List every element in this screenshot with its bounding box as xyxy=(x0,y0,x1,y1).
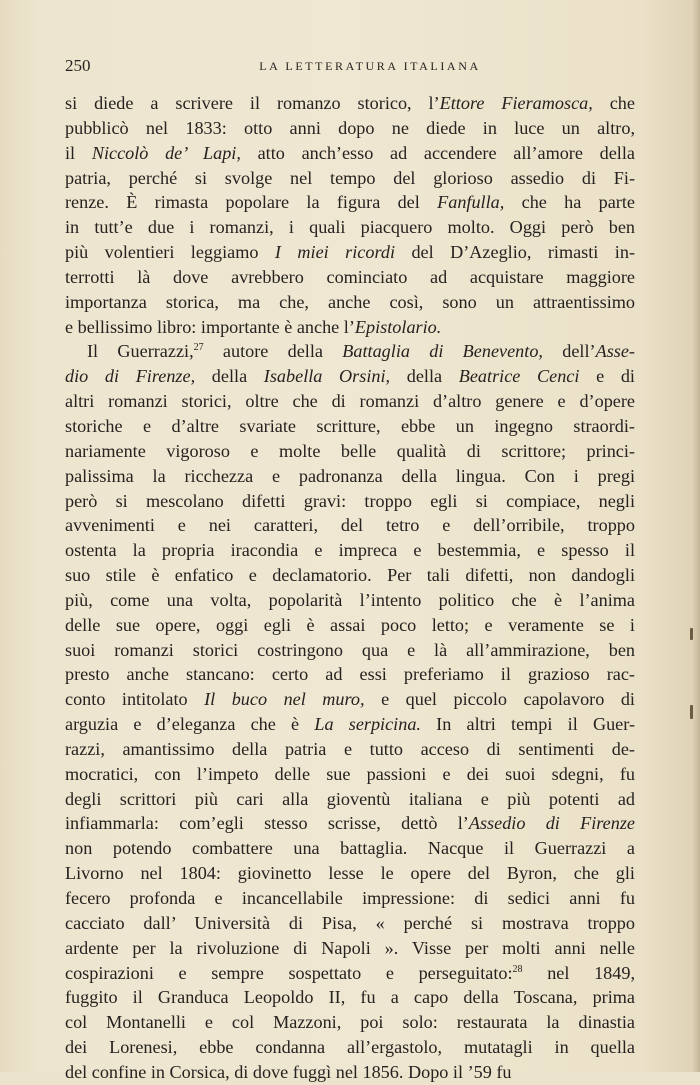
text-line xyxy=(65,1060,635,1085)
italic-title: Niccolò de’ Lapi, xyxy=(91,142,241,163)
text-run: cacciato dall’ Università di Pisa, « perché si mostrava troppo xyxy=(65,912,635,933)
italic-title: Isabella Orsini, xyxy=(263,366,391,387)
page-edge-shadow xyxy=(692,0,700,1072)
text-run: della xyxy=(390,366,459,387)
text-run: dei Lorenesi, ebbe condanna all’ergastolo, mutatagli in quella xyxy=(65,1037,635,1058)
page-header xyxy=(65,56,635,80)
footnote-ref: 27 xyxy=(193,342,204,354)
text-run: fecero profonda e incancellabile impressione: di sedici anni fu xyxy=(65,888,635,908)
text-line xyxy=(65,762,635,787)
text-run: storiche e d’altre svariate scritture, ebbe un ingegno straordi- xyxy=(65,415,635,436)
text-run: e quel piccolo capolavoro di xyxy=(364,689,635,710)
text-run: arguzia e d’eleganza che è xyxy=(65,714,315,735)
text-line xyxy=(65,141,635,166)
text-run: nel 1849, xyxy=(522,962,635,983)
text-run: importanza storica, ma che, anche così, sono un attraentissimo xyxy=(65,291,635,312)
text-line xyxy=(65,936,635,961)
text-run: però si mescolano difetti gravi: troppo egli si compiace, negli xyxy=(65,490,635,511)
text-line xyxy=(65,439,635,464)
text-line xyxy=(65,414,635,439)
text-run: e bellissimo libro: importante è anche l’ xyxy=(65,316,355,337)
text-run: il xyxy=(65,142,92,163)
text-line xyxy=(65,190,635,215)
text-line xyxy=(65,638,635,663)
text-line xyxy=(65,166,635,191)
text-line xyxy=(65,787,635,812)
text-line xyxy=(65,861,635,886)
text-run: che ha parte xyxy=(504,192,635,213)
text-run: del D’Azeglio, rimasti in- xyxy=(395,242,635,263)
text-run: autore della xyxy=(203,341,343,362)
text-line xyxy=(65,265,635,290)
text-run: in tutt’e due i romanzi, i quali piacquero molto. Oggi però ben xyxy=(65,217,635,238)
italic-title: Il buco nel muro, xyxy=(204,689,365,710)
text-run: ardente per la rivoluzione di Napoli ». Visse per molti anni nelle xyxy=(65,937,635,958)
text-line xyxy=(65,91,635,116)
text-run: che xyxy=(592,93,635,113)
text-run: conto intitolato xyxy=(65,689,205,710)
text-line xyxy=(65,985,635,1010)
text-run: e di xyxy=(579,366,635,387)
text-line xyxy=(65,662,635,687)
text-line xyxy=(65,1035,635,1060)
text-run: infiammarla: com’egli stesso scrisse, dettò l’ xyxy=(65,813,469,834)
text-run: In altri tempi il Guer- xyxy=(420,714,635,735)
text-line xyxy=(65,1010,635,1035)
text-run: degli scrittori più cari alla gioventù italiana e più potenti ad xyxy=(65,788,635,809)
text-line xyxy=(65,489,635,514)
text-line xyxy=(65,240,635,265)
text-run: si diede a scrivere il romanzo storico, l’ xyxy=(65,93,440,113)
text-line xyxy=(65,339,635,364)
italic-title: I miei ricordi xyxy=(274,242,396,263)
text-run: pubblicò nel 1833: otto anni dopo ne diede in luce un altro, xyxy=(65,117,635,138)
text-run: Il Guerrazzi, xyxy=(87,341,194,362)
text-line xyxy=(65,315,635,340)
running-title: LA LETTERATURA ITALIANA xyxy=(259,59,481,73)
italic-title: Fanfulla, xyxy=(437,192,505,213)
text-line xyxy=(65,364,635,389)
text-run: mocratici, con l’impeto delle sue passioni e dei suoi sdegni, fu xyxy=(65,763,635,784)
text-run: più, come una volta, popolarità l’intento politico che è l’anima xyxy=(65,589,635,610)
page-number: 250 xyxy=(65,56,91,75)
text-run: atto anch’esso ad accendere all’amore della xyxy=(240,142,635,163)
text-run: della xyxy=(195,366,264,387)
text-run: altri romanzi storici, oltre che di romanzi d’altro genere e d’opere xyxy=(65,391,635,412)
text-line xyxy=(65,836,635,861)
text-run: col Montanelli e col Mazzoni, poi solo: restaurata la dinastia xyxy=(65,1012,635,1033)
text-run: del confine in Corsica, di dove fuggì nel 1856. Dopo il ’59 fu xyxy=(65,1061,512,1082)
footnote-ref: 28 xyxy=(512,963,523,975)
text-line xyxy=(65,737,635,762)
italic-title: Asse- xyxy=(595,341,635,362)
text-line xyxy=(65,712,635,737)
text-run: cospirazioni e sempre sospettato e perseguitato: xyxy=(65,962,513,983)
text-run: suoi romanzi storici costringono qua e là all’ammirazione, ben xyxy=(65,639,635,660)
italic-title: La serpicina. xyxy=(314,714,421,735)
text-line xyxy=(65,563,635,588)
text-run: ostenta la propria iracondia e impreca e bestemmia, e spesso il xyxy=(65,540,635,561)
text-run: nariamente vigoroso e molte belle qualità di scrittore; princi- xyxy=(65,440,635,461)
text-run: terrotti là dove avrebbero cominciato ad acquistare maggiore xyxy=(65,266,635,287)
italic-title: Beatrice Cenci xyxy=(458,366,580,387)
text-line xyxy=(65,215,635,240)
text-run: patria, perché si svolge nel tempo del glorioso assedio di Fi- xyxy=(65,167,635,188)
text-line xyxy=(65,464,635,489)
text-line xyxy=(65,886,635,911)
text-run: fuggito il Granduca Leopoldo II, fu a capo della Toscana, prima xyxy=(65,987,635,1008)
italic-title: Ettore Fieramosca, xyxy=(439,93,593,113)
text-run: avvenimenti e nei caratteri, del tetro e dell’orribile, troppo xyxy=(65,515,635,536)
text-run: non potendo combattere una battaglia. Nacque il Guerrazzi a xyxy=(65,838,635,859)
text-run: suo stile è enfatico e declamatorio. Per tali difetti, non dandogli xyxy=(65,565,635,586)
text-line xyxy=(65,513,635,538)
italic-title: Assedio di Firenze xyxy=(468,813,635,834)
text-run: delle sue opere, oggi egli è assai poco letto; e veramente se i xyxy=(65,614,635,635)
text-run: più volentieri leggiamo xyxy=(65,242,275,263)
text-line xyxy=(65,961,635,986)
text-line xyxy=(65,811,635,836)
margin-mark xyxy=(690,705,693,719)
italic-title: Battaglia di Benevento, xyxy=(342,341,543,362)
text-line xyxy=(65,588,635,613)
text-line xyxy=(65,389,635,414)
italic-title: dio di Firenze, xyxy=(65,366,196,387)
text-line xyxy=(65,538,635,563)
text-run: palissima la ricchezza e padronanza della lingua. Con i pregi xyxy=(65,465,635,486)
text-run: presto anche stancano: certo ad essi preferiamo il grazioso rac- xyxy=(65,664,635,685)
text-run: renze. È rimasta popolare la figura del xyxy=(65,192,438,213)
text-line xyxy=(65,613,635,638)
text-line xyxy=(65,290,635,315)
text-line xyxy=(65,116,635,141)
text-run: Livorno nel 1804: giovinetto lesse le opere del Byron, che gli xyxy=(65,863,635,884)
margin-mark xyxy=(690,628,693,640)
text-run: dell’ xyxy=(542,341,596,362)
body-text xyxy=(65,91,635,1085)
text-line xyxy=(65,911,635,936)
text-line xyxy=(65,687,635,712)
italic-title: Epistolario. xyxy=(354,316,442,337)
text-run: razzi, amantissimo della patria e tutto acceso di sentimenti de- xyxy=(65,738,635,759)
